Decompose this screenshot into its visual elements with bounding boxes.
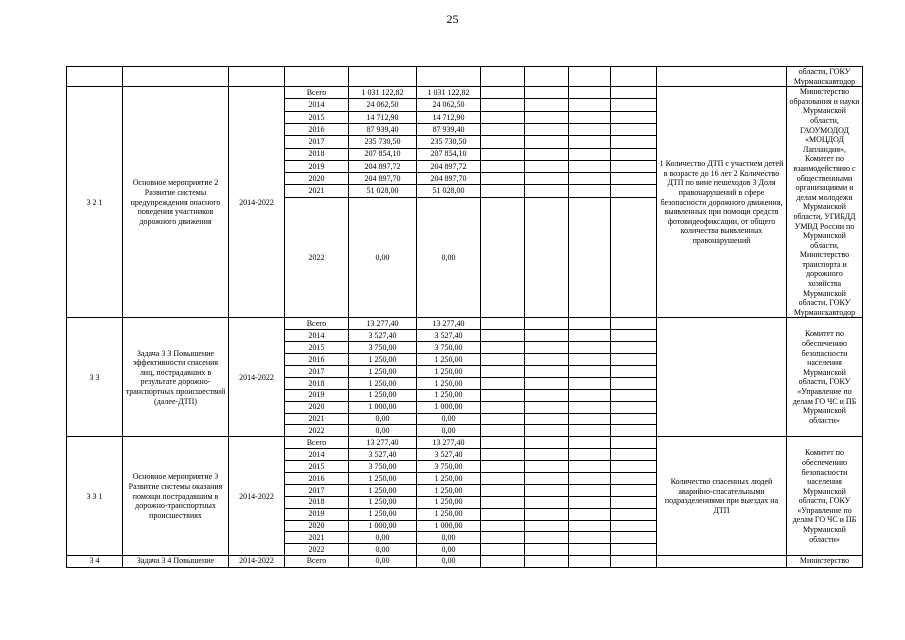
budget-value: 0,00 (417, 425, 481, 437)
empty-cell (481, 366, 525, 378)
empty-cell (611, 136, 657, 148)
budget-value: 14 712,90 (417, 111, 481, 123)
empty-cell (481, 342, 525, 354)
year-cell: 2015 (285, 111, 349, 123)
year-cell: 2015 (285, 342, 349, 354)
year-cell: 2020 (285, 520, 349, 532)
budget-value: 0,00 (417, 413, 481, 425)
table-row (67, 556, 863, 568)
empty-cell (525, 437, 569, 449)
empty-cell (525, 67, 569, 87)
budget-value: 3 527,40 (417, 330, 481, 342)
continuation-row (67, 67, 863, 87)
empty-cell (525, 342, 569, 354)
item-period: 2014-2022 (229, 437, 285, 556)
empty-cell (611, 148, 657, 160)
empty-cell (611, 544, 657, 556)
total-value: 1 250,00 (349, 473, 417, 485)
total-value: 14 712,90 (349, 111, 417, 123)
empty-cell (569, 556, 611, 568)
empty-cell (525, 377, 569, 389)
empty-cell (481, 520, 525, 532)
year-cell: Всего (285, 318, 349, 330)
empty-cell (569, 318, 611, 330)
empty-cell (569, 185, 611, 197)
total-value: 0,00 (349, 197, 417, 318)
item-number: 3 3 1 (67, 437, 123, 556)
empty-cell (611, 556, 657, 568)
empty-cell (569, 173, 611, 185)
empty-cell (123, 67, 229, 87)
empty-cell (569, 123, 611, 135)
total-value: 3 750,00 (349, 342, 417, 354)
budget-value: 1 250,00 (417, 366, 481, 378)
empty-cell (525, 173, 569, 185)
indicators-cell: Количество спасенных людей аварийно-спасательными подразделениями при выездах на ДТП (657, 437, 787, 556)
empty-cell (481, 354, 525, 366)
empty-cell (525, 87, 569, 99)
budget-value: 1 250,00 (417, 473, 481, 485)
budget-value: 24 062,50 (417, 99, 481, 111)
empty-cell (481, 544, 525, 556)
indicators-cell: 1 Количество ДТП с участием детей в возрасте до 16 лет 2 Количество ДТП по вине пешеходов 3 Доля правонарушений в сфере безопасности дорожного движения, выявленных при помощи средств фотовидеофиксации, от общего количества выявленных правонарушений (657, 87, 787, 318)
empty-cell (611, 437, 657, 449)
empty-cell (569, 437, 611, 449)
empty-cell (229, 67, 285, 87)
empty-cell (481, 318, 525, 330)
empty-cell (285, 67, 349, 87)
empty-cell (569, 148, 611, 160)
empty-cell (481, 111, 525, 123)
year-cell: 2016 (285, 354, 349, 366)
empty-cell (525, 148, 569, 160)
empty-cell (611, 87, 657, 99)
empty-cell (481, 389, 525, 401)
total-value: 1 000,00 (349, 520, 417, 532)
org-cell: Министерство образования и науки Мурманской области, ГАОУМОДОД «МОЦДОД Лапландия», Комитет по взаимодействию с общественными организациями и делам молодежи Мурманской области, УГИБДД УМВД России по Мурманской области, Министерство транспорта и дорожного хозяйства Мурманской области, ГОКУ Мурманскавтодор (787, 87, 863, 318)
empty-cell (67, 67, 123, 87)
empty-cell (525, 484, 569, 496)
empty-cell (525, 111, 569, 123)
empty-cell (611, 484, 657, 496)
total-value: 1 250,00 (349, 354, 417, 366)
empty-cell (525, 318, 569, 330)
year-cell: 2021 (285, 532, 349, 544)
year-cell: Всего (285, 556, 349, 568)
empty-cell (481, 532, 525, 544)
empty-cell (611, 473, 657, 485)
empty-cell (525, 461, 569, 473)
empty-cell (611, 123, 657, 135)
empty-cell (569, 330, 611, 342)
empty-cell (525, 136, 569, 148)
empty-cell (525, 389, 569, 401)
empty-cell (525, 354, 569, 366)
year-cell: 2017 (285, 484, 349, 496)
item-period: 2014-2022 (229, 556, 285, 568)
empty-cell (611, 197, 657, 318)
empty-cell (611, 160, 657, 172)
budget-value: 0,00 (417, 556, 481, 568)
total-value: 0,00 (349, 544, 417, 556)
budget-value: 1 250,00 (417, 484, 481, 496)
empty-cell (525, 401, 569, 413)
empty-cell (481, 484, 525, 496)
empty-cell (611, 449, 657, 461)
empty-cell (481, 136, 525, 148)
budget-value: 51 028,00 (417, 185, 481, 197)
budget-value: 204 897,70 (417, 173, 481, 185)
empty-cell (481, 437, 525, 449)
empty-cell (569, 377, 611, 389)
total-value: 1 250,00 (349, 484, 417, 496)
budget-value: 0,00 (417, 544, 481, 556)
empty-cell (611, 185, 657, 197)
empty-cell (611, 342, 657, 354)
budget-value: 1 000,00 (417, 401, 481, 413)
year-cell: 2019 (285, 160, 349, 172)
empty-cell (657, 67, 787, 87)
table-row (67, 437, 863, 449)
empty-cell (481, 377, 525, 389)
year-cell: 2021 (285, 185, 349, 197)
empty-cell (611, 354, 657, 366)
empty-cell (481, 173, 525, 185)
empty-cell (569, 160, 611, 172)
item-title: Основное мероприятие 2 Развитие системы предупреждения опасного поведения участников дорожного движения (123, 87, 229, 318)
year-cell: 2014 (285, 449, 349, 461)
total-value: 3 527,40 (349, 449, 417, 461)
total-value: 207 854,10 (349, 148, 417, 160)
year-cell: 2022 (285, 425, 349, 437)
budget-value: 3 750,00 (417, 342, 481, 354)
empty-cell (481, 496, 525, 508)
org-cell: области, ГОКУ Мурманскавтодор (787, 67, 863, 87)
budget-value: 13 277,40 (417, 318, 481, 330)
empty-cell (481, 449, 525, 461)
item-number: 3 2 1 (67, 87, 123, 318)
total-value: 24 062,50 (349, 99, 417, 111)
empty-cell (481, 413, 525, 425)
empty-cell (611, 520, 657, 532)
empty-cell (611, 508, 657, 520)
empty-cell (481, 330, 525, 342)
empty-cell (569, 389, 611, 401)
page-number: 25 (446, 12, 459, 26)
empty-cell (611, 425, 657, 437)
empty-cell (611, 318, 657, 330)
year-cell: 2015 (285, 461, 349, 473)
empty-cell (481, 508, 525, 520)
org-cell: Министерство (787, 556, 863, 568)
empty-cell (481, 473, 525, 485)
empty-cell (569, 532, 611, 544)
empty-cell (611, 461, 657, 473)
item-title: Основное мероприятие 3 Развитие системы оказания помощи пострадавшим в дорожно-транспортных происшествиях (123, 437, 229, 556)
budget-value: 1 000,00 (417, 520, 481, 532)
empty-cell (569, 425, 611, 437)
budget-value: 207 854,10 (417, 148, 481, 160)
budget-value: 1 250,00 (417, 377, 481, 389)
empty-cell (611, 532, 657, 544)
empty-cell (525, 449, 569, 461)
empty-cell (611, 496, 657, 508)
empty-cell (569, 366, 611, 378)
total-value: 1 250,00 (349, 508, 417, 520)
empty-cell (611, 389, 657, 401)
empty-cell (569, 461, 611, 473)
table-row (67, 318, 863, 330)
budget-value: 1 250,00 (417, 496, 481, 508)
empty-cell (525, 520, 569, 532)
total-value: 13 277,40 (349, 437, 417, 449)
year-cell: 2020 (285, 173, 349, 185)
total-value: 0,00 (349, 425, 417, 437)
total-value: 0,00 (349, 413, 417, 425)
total-value: 51 028,00 (349, 185, 417, 197)
empty-cell (569, 354, 611, 366)
empty-cell (569, 342, 611, 354)
total-value: 1 250,00 (349, 377, 417, 389)
budget-value: 3 750,00 (417, 461, 481, 473)
empty-cell (525, 123, 569, 135)
year-cell: 2020 (285, 401, 349, 413)
total-value: 0,00 (349, 556, 417, 568)
empty-cell (481, 425, 525, 437)
empty-cell (569, 473, 611, 485)
total-value: 1 250,00 (349, 496, 417, 508)
empty-cell (481, 185, 525, 197)
empty-cell (525, 197, 569, 318)
year-cell: 2016 (285, 123, 349, 135)
budget-value: 0,00 (417, 532, 481, 544)
table-row (67, 87, 863, 99)
total-value: 0,00 (349, 532, 417, 544)
empty-cell (611, 99, 657, 111)
budget-value: 3 527,40 (417, 449, 481, 461)
year-cell: 2014 (285, 99, 349, 111)
empty-cell (349, 67, 417, 87)
budget-value: 1 031 122,82 (417, 87, 481, 99)
empty-cell (525, 473, 569, 485)
budget-value: 1 250,00 (417, 508, 481, 520)
total-value: 204 897,70 (349, 173, 417, 185)
total-value: 1 031 122,82 (349, 87, 417, 99)
empty-cell (569, 449, 611, 461)
total-value: 3 527,40 (349, 330, 417, 342)
budget-value: 87 939,40 (417, 123, 481, 135)
empty-cell (481, 148, 525, 160)
budget-value: 235 730,50 (417, 136, 481, 148)
total-value: 1 250,00 (349, 389, 417, 401)
empty-cell (569, 484, 611, 496)
item-period: 2014-2022 (229, 318, 285, 437)
item-number: 3 4 (67, 556, 123, 568)
empty-cell (525, 544, 569, 556)
org-cell: Комитет по обеспечению безопасности населения Мурманской области, ГОКУ «Управление по делам ГО ЧС и ПБ Мурманской области» (787, 437, 863, 556)
empty-cell (525, 425, 569, 437)
budget-value: 0,00 (417, 197, 481, 318)
empty-cell (569, 520, 611, 532)
year-cell: Всего (285, 87, 349, 99)
total-value: 204 897,72 (349, 160, 417, 172)
empty-cell (481, 99, 525, 111)
indicators-cell (657, 318, 787, 437)
empty-cell (611, 366, 657, 378)
empty-cell (569, 401, 611, 413)
empty-cell (525, 556, 569, 568)
item-title: Задача 3 4 Повышение (123, 556, 229, 568)
empty-cell (417, 67, 481, 87)
total-value: 3 750,00 (349, 461, 417, 473)
empty-cell (569, 496, 611, 508)
empty-cell (525, 366, 569, 378)
total-value: 1 000,00 (349, 401, 417, 413)
empty-cell (611, 377, 657, 389)
budget-value: 1 250,00 (417, 354, 481, 366)
program-table (66, 66, 863, 568)
empty-cell (569, 111, 611, 123)
empty-cell (657, 556, 787, 568)
year-cell: 2016 (285, 473, 349, 485)
empty-cell (525, 508, 569, 520)
total-value: 235 730,50 (349, 136, 417, 148)
year-cell: 2019 (285, 508, 349, 520)
empty-cell (481, 401, 525, 413)
empty-cell (481, 67, 525, 87)
empty-cell (611, 173, 657, 185)
empty-cell (525, 413, 569, 425)
table-body (67, 67, 863, 568)
year-cell: 2018 (285, 377, 349, 389)
budget-value: 13 277,40 (417, 437, 481, 449)
empty-cell (525, 330, 569, 342)
empty-cell (481, 197, 525, 318)
year-cell: 2021 (285, 413, 349, 425)
year-cell: 2019 (285, 389, 349, 401)
empty-cell (481, 160, 525, 172)
empty-cell (611, 67, 657, 87)
empty-cell (481, 87, 525, 99)
empty-cell (611, 413, 657, 425)
item-number: 3 3 (67, 318, 123, 437)
year-cell: 2017 (285, 136, 349, 148)
budget-value: 1 250,00 (417, 389, 481, 401)
year-cell: 2018 (285, 148, 349, 160)
empty-cell (525, 185, 569, 197)
empty-cell (569, 413, 611, 425)
total-value: 1 250,00 (349, 366, 417, 378)
org-cell: Комитет по обеспечению безопасности населения Мурманской области, ГОКУ «Управление по делам ГО ЧС и ПБ Мурманской области» (787, 318, 863, 437)
empty-cell (569, 136, 611, 148)
total-value: 13 277,40 (349, 318, 417, 330)
empty-cell (569, 508, 611, 520)
empty-cell (525, 496, 569, 508)
empty-cell (569, 99, 611, 111)
empty-cell (481, 556, 525, 568)
budget-value: 204 897,72 (417, 160, 481, 172)
empty-cell (525, 160, 569, 172)
year-cell: 2017 (285, 366, 349, 378)
item-title: Задача 3 3 Повышение эффективности спасения лиц, пострадавших в результате дорожно-транспортных происшествий (далее-ДТП) (123, 318, 229, 437)
year-cell: 2014 (285, 330, 349, 342)
year-cell: 2022 (285, 544, 349, 556)
empty-cell (569, 67, 611, 87)
year-cell: 2018 (285, 496, 349, 508)
empty-cell (569, 197, 611, 318)
empty-cell (525, 99, 569, 111)
item-period: 2014-2022 (229, 87, 285, 318)
empty-cell (481, 123, 525, 135)
empty-cell (569, 87, 611, 99)
empty-cell (611, 330, 657, 342)
empty-cell (611, 111, 657, 123)
empty-cell (525, 532, 569, 544)
year-cell: Всего (285, 437, 349, 449)
empty-cell (481, 461, 525, 473)
empty-cell (569, 544, 611, 556)
year-cell: 2022 (285, 197, 349, 318)
empty-cell (611, 401, 657, 413)
total-value: 87 939,40 (349, 123, 417, 135)
